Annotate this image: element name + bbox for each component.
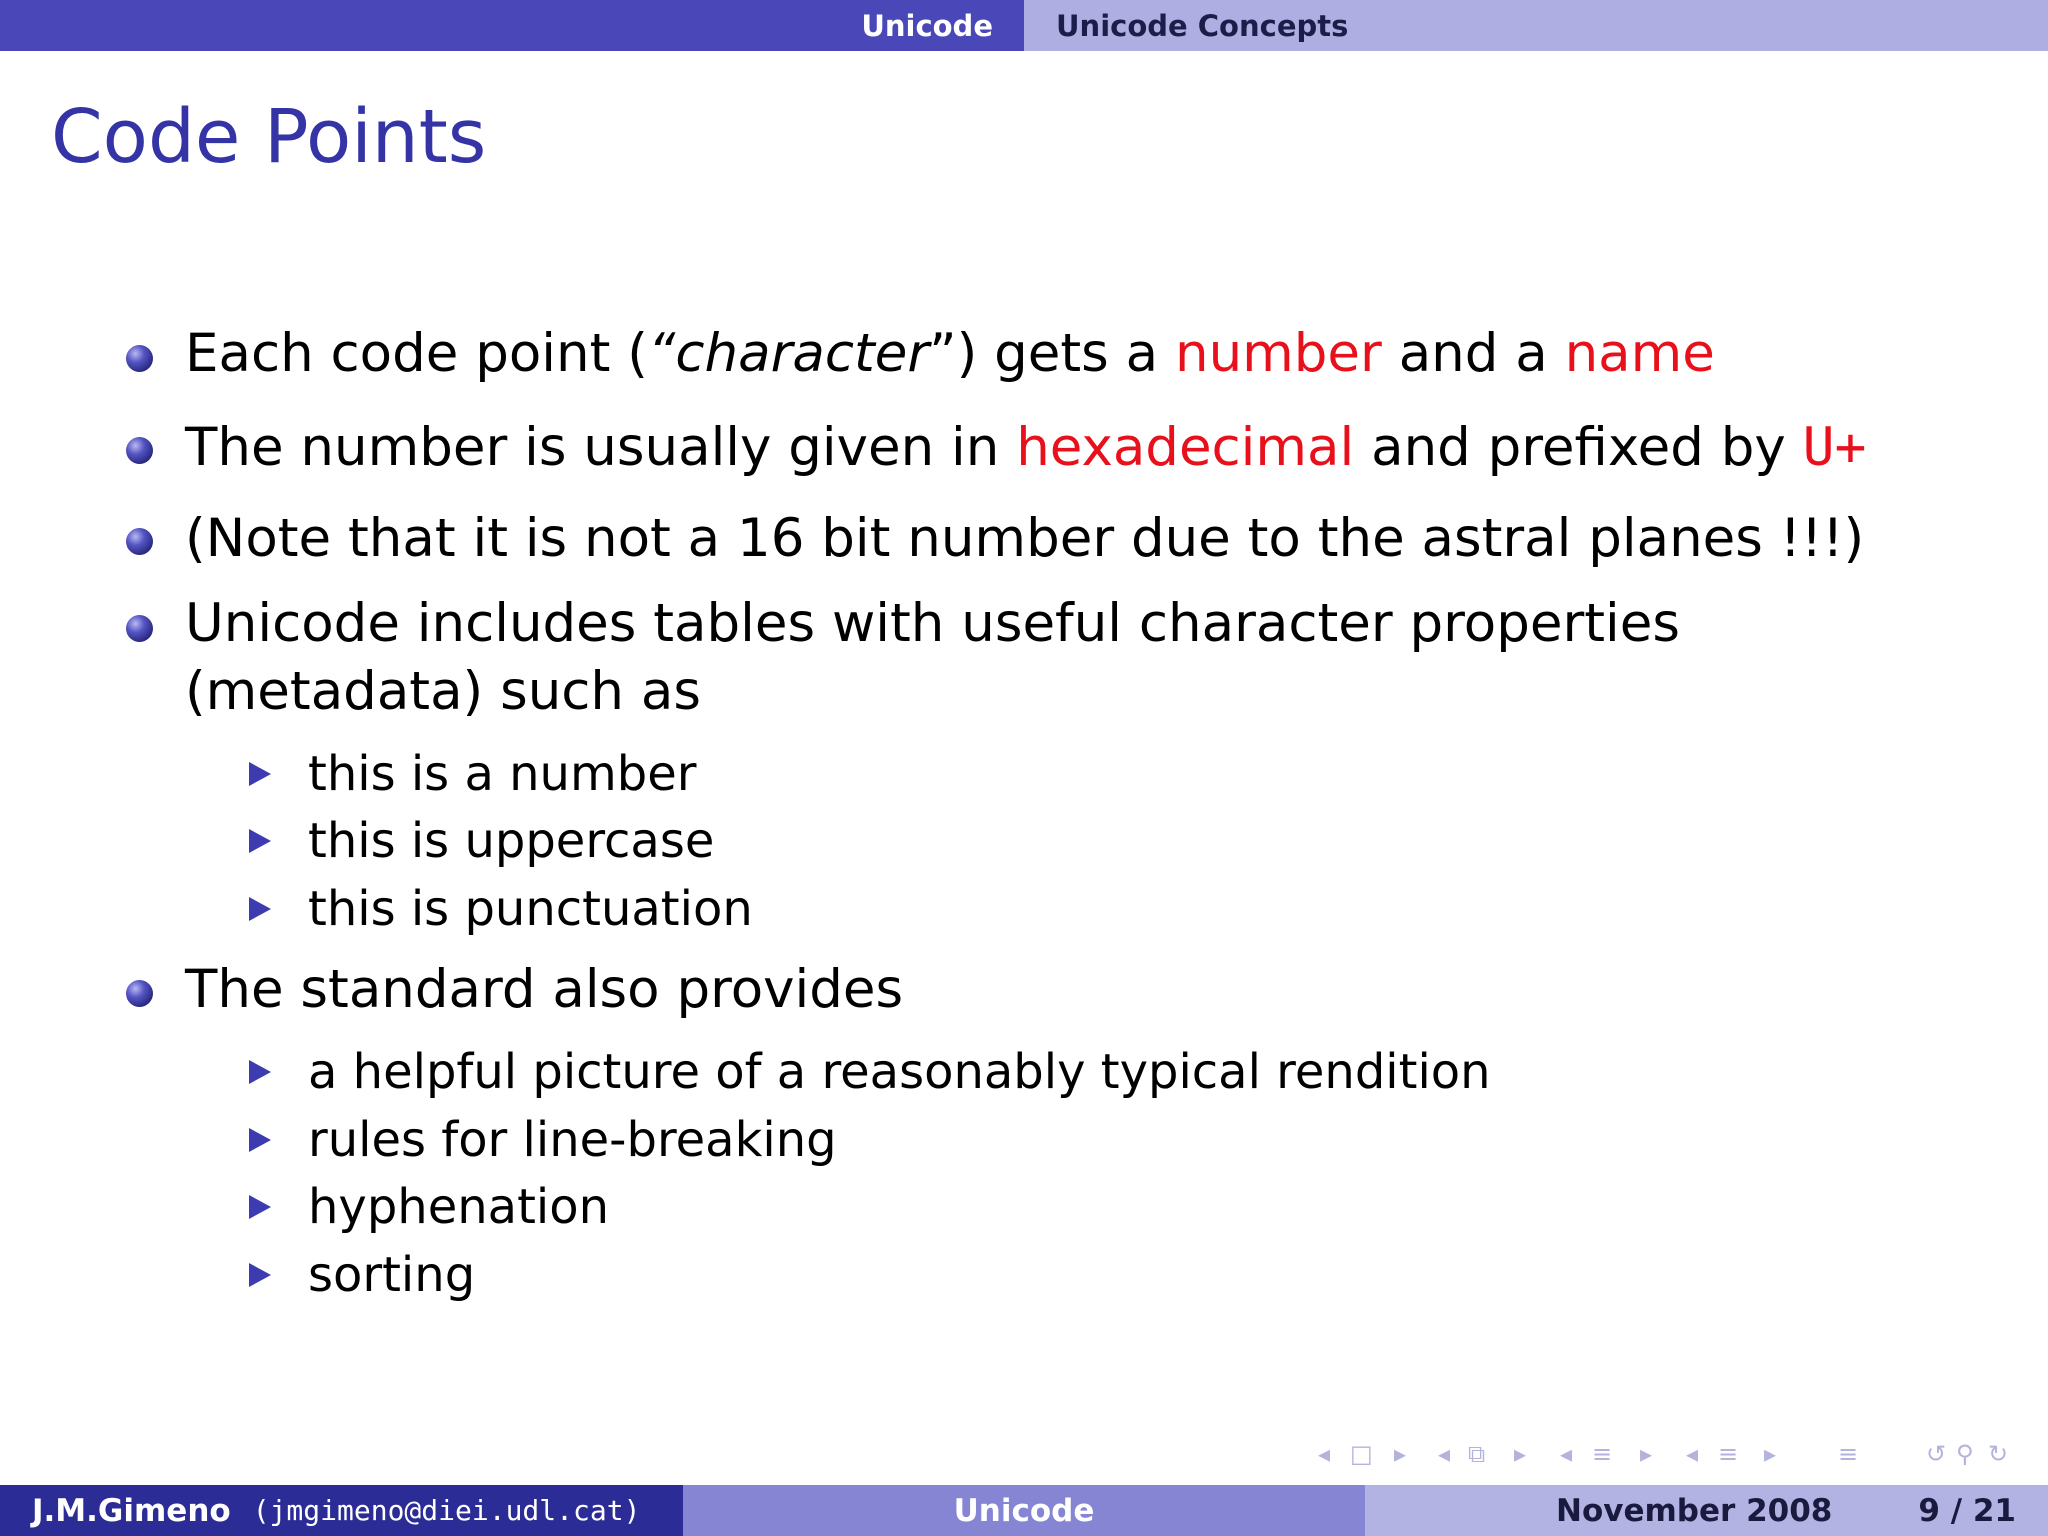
footer-date: November 2008 — [1556, 1492, 1833, 1529]
bullet-ball-icon — [126, 615, 153, 642]
sub-bullet-item: this is uppercase — [308, 813, 715, 869]
sub-bullet-item: this is a number — [308, 746, 697, 802]
frame-icon[interactable]: □ — [1350, 1440, 1373, 1468]
highlight-hexadecimal: hexadecimal — [1016, 417, 1355, 478]
bullet-ball-icon — [126, 437, 153, 464]
bullet-text: and a — [1381, 323, 1565, 384]
nav-left-arrow-icon[interactable]: ◂ — [1318, 1440, 1331, 1468]
nav-left-arrow-icon[interactable]: ◂ — [1560, 1440, 1573, 1468]
nav-right-arrow-icon[interactable]: ▸ — [1640, 1440, 1653, 1468]
redo-icon[interactable]: ↻ — [1988, 1440, 2009, 1468]
nav-right-arrow-icon[interactable]: ▸ — [1514, 1440, 1527, 1468]
header-section-label: Unicode — [861, 8, 993, 43]
bullet-item-astral-note: (Note that it is not a 16 bit number due to the astral planes !!!) — [185, 508, 1865, 569]
highlight-uplus: U+ — [1802, 417, 1867, 478]
undo-icon[interactable]: ↺ — [1926, 1440, 1947, 1468]
bullet-text: Each code point ( — [185, 323, 648, 384]
bullet-text: ”) gets a — [929, 323, 1175, 384]
document-icon[interactable]: ≡ — [1718, 1440, 1739, 1468]
bullet-text: and prefixed by — [1354, 417, 1803, 478]
align-icon[interactable]: ≡ — [1838, 1440, 1859, 1468]
bullet-text: The number is usually given in — [185, 417, 1017, 478]
bullet-ball-icon — [126, 345, 153, 372]
sub-bullet-triangle-icon — [249, 829, 271, 853]
footer-email: (jmgimeno@diei.udl.cat) — [252, 1494, 641, 1527]
nav-right-arrow-icon[interactable]: ▸ — [1764, 1440, 1777, 1468]
nav-right-arrow-icon[interactable]: ▸ — [1394, 1440, 1407, 1468]
bullet-item-hexadecimal — [185, 414, 1866, 482]
sub-bullet-item: hyphenation — [308, 1179, 610, 1235]
header-section-link[interactable] — [0, 0, 1024, 51]
bullet-item-standard-provides: The standard also provides — [185, 959, 904, 1020]
nav-left-arrow-icon[interactable]: ◂ — [1686, 1440, 1699, 1468]
sub-bullet-item: rules for line-breaking — [308, 1112, 837, 1168]
sub-bullet-item: this is punctuation — [308, 881, 753, 937]
bullet-item-code-point — [185, 320, 1715, 388]
footer-author: J.M.Gimeno — [32, 1492, 231, 1529]
footer-author-box — [0, 1485, 683, 1536]
bullet-emphasis: “character — [647, 323, 930, 384]
footer-title: Unicode — [953, 1492, 1095, 1529]
sub-bullet-item: a helpful picture of a reasonably typical rendition — [308, 1044, 1491, 1100]
sub-bullet-triangle-icon — [249, 1263, 271, 1287]
sub-bullet-item: sorting — [308, 1247, 476, 1303]
sub-bullet-triangle-icon — [249, 762, 271, 786]
highlight-name: name — [1564, 323, 1715, 384]
header-bar — [0, 0, 2048, 51]
section-icon[interactable]: ≡ — [1592, 1440, 1613, 1468]
bullet-ball-icon — [126, 980, 153, 1007]
header-subsection-link[interactable] — [1024, 0, 2048, 51]
sub-bullet-triangle-icon — [249, 1060, 271, 1084]
header-subsection-label: Unicode Concepts — [1056, 8, 1349, 43]
bullet-item-metadata: Unicode includes tables with useful character properties (metadata) such as — [185, 593, 1680, 722]
sub-bullet-triangle-icon — [249, 1195, 271, 1219]
nav-left-arrow-icon[interactable]: ◂ — [1438, 1440, 1451, 1468]
navigation-symbols — [1310, 1440, 2030, 1470]
frame-title: Code Points — [51, 94, 487, 180]
subsection-icon[interactable]: ⧉ — [1468, 1440, 1486, 1468]
highlight-number: number — [1174, 323, 1382, 384]
page-number: 9 / 21 — [1918, 1492, 2016, 1529]
footer-bar — [0, 1485, 2048, 1536]
search-icon[interactable]: ⚲ — [1956, 1440, 1974, 1468]
bullet-ball-icon — [126, 528, 153, 555]
sub-bullet-triangle-icon — [249, 1128, 271, 1152]
footer-date-box — [1365, 1485, 2048, 1536]
sub-bullet-triangle-icon — [249, 897, 271, 921]
footer-title-box — [683, 1485, 1365, 1536]
